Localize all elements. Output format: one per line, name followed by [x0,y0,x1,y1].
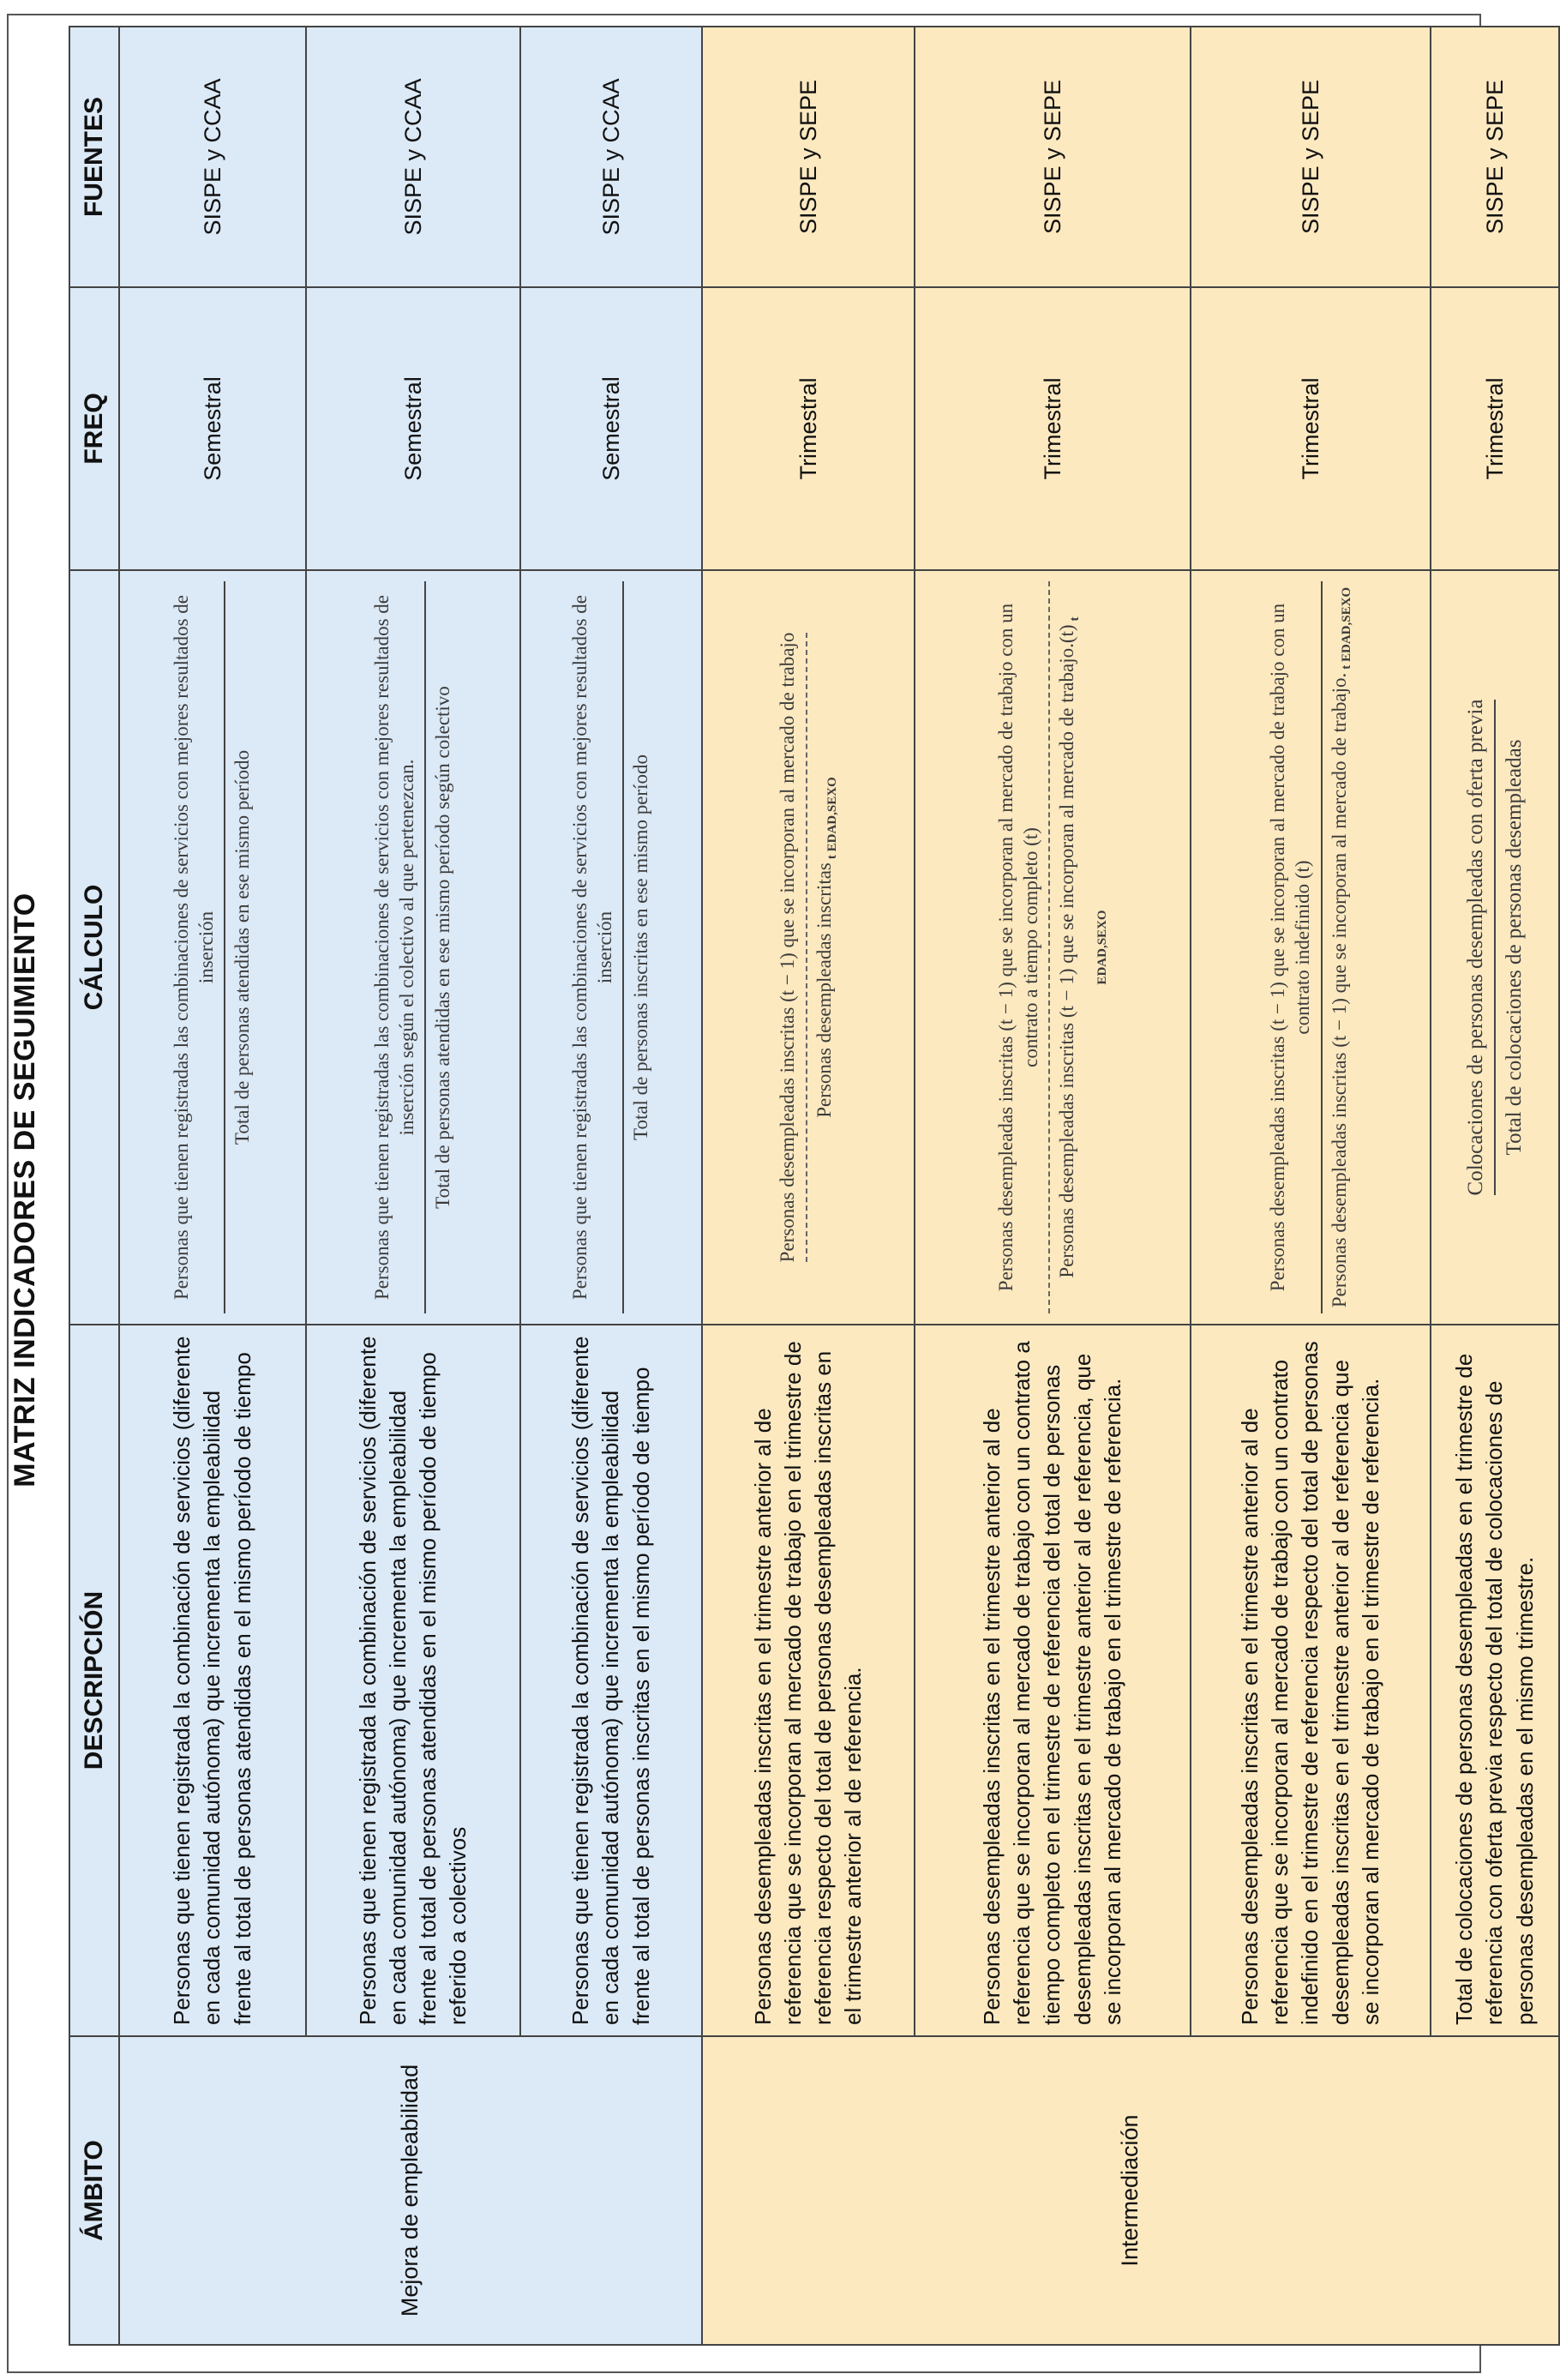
sources-cell: SISPE y SEPE [1191,27,1431,287]
table-row [915,27,1191,2345]
frequency-cell: Semestral [119,287,306,570]
header-freq: FREQ [69,287,119,570]
calculation-cell [702,570,915,1325]
fraction-denominator [1050,581,1111,1313]
fraction-denominator: Total de personas inscritas en ese mismo período [630,754,652,1140]
header-descripcion: DESCRIPCIÓN [69,1325,119,2036]
calculation-cell [119,570,306,1325]
sources-cell: SISPE y CCAA [119,27,306,287]
description-cell: Total de colocaciones de personas desempleadas en el trimestre de referencia con oferta previa respecto del total de colocaciones de personas desempleadas en el mismo trimestre. [1431,1325,1559,2036]
page-title: MATRIZ INDICADORES DE SEGUIMIENTO [9,892,41,1488]
fraction-numerator: Personas que tienen registradas las combinaciones de servicios con mejores resultados de inserción [568,581,625,1313]
header-calculo: CÁLCULO [69,570,119,1325]
description-cell: Personas que tienen registrada la combinación de servicios (diferente en cada comunidad autónoma) que incrementa la empleabilidad frente al total de personas inscritas en el mismo período de tiempo [520,1325,702,2036]
table-row [1431,27,1559,2345]
sources-cell: SISPE y SEPE [1431,27,1559,287]
description-cell: Personas que tienen registrada la combinación de servicios (diferente en cada comunidad autónoma) que incrementa la empleabilidad frente al total de personas atendidas en el mismo período de tiempo [119,1325,306,2036]
table-row [520,27,702,2345]
subscript: t EDAD,SEXO [1068,616,1110,985]
fraction [1462,700,1528,1196]
calculation-cell [520,570,702,1325]
fraction-numerator: Personas desempleadas inscritas (t − 1) que se incorporan al mercado de trabajo [776,633,807,1263]
fraction-numerator: Colocaciones de personas desempleadas con oferta previa [1462,700,1496,1196]
subscript: t EDAD,SEXO [825,777,839,860]
header-ambito: ÁMBITO [69,2036,119,2345]
frequency-cell: Trimestral [702,287,915,570]
calculation-cell [306,570,520,1325]
frequency-cell: Trimestral [1191,287,1431,570]
fraction-denominator: Total de colocaciones de personas desempleadas [1503,739,1526,1156]
fraction-denominator: Total de personas atendidas en ese mismo período [231,749,254,1145]
sources-cell: SISPE y CCAA [306,27,520,287]
header-fuentes: FUENTES [69,27,119,287]
fraction [170,581,255,1313]
fraction-numerator: Personas que tienen registradas las combinaciones de servicios con mejores resultados de inserción [170,581,226,1313]
denominator-text: Personas desempleadas inscritas [813,862,836,1118]
indicators-table [69,26,1560,2346]
subscript: t EDAD,SEXO [1340,586,1354,670]
fraction [776,633,840,1263]
fraction [568,581,654,1313]
frequency-cell: Semestral [520,287,702,570]
description-cell: Personas desempleadas inscritas en el trimestre anterior al de referencia que se incorporan al mercado de trabajo en el trimestre de referencia respecto del total de personas desempleadas inscritas en el trimestre anterior al de referencia. [702,1325,915,2036]
sources-cell: SISPE y CCAA [520,27,702,287]
denominator-text: Personas desempleadas inscritas (t − 1) que se incorporan al mercado de trabajo.(t) [1056,624,1078,1278]
header-row [69,27,119,2345]
table-row [1191,27,1431,2345]
frequency-cell: Trimestral [915,287,1191,570]
description-cell: Personas desempleadas inscritas en el trimestre anterior al de referencia que se incorporan al mercado de trabajo con un contrato a tiempo completo en el trimestre de referencia del total de personas desempleadas inscritas en el trimestre anterior al de referencia, que se incorporan al mercado de trabajo en el trimestre de referencia. [915,1325,1191,2036]
ambito-cell: Intermediación [702,2036,1559,2345]
fraction-numerator: Personas desempleadas inscritas (t − 1) que se incorporan al mercado de trabajo con un contrato indefinido (t) [1266,581,1323,1313]
table-row [702,27,915,2345]
fraction-numerator: Personas que tienen registradas las combinaciones de servicios con mejores resultados de inserción según el colectivo al que pertenezcan. [370,581,427,1313]
fraction [994,581,1111,1313]
calculation-cell [915,570,1191,1325]
calculation-cell [1191,570,1431,1325]
calculation-cell [1431,570,1559,1325]
fraction-numerator: Personas desempleadas inscritas (t − 1) que se incorporan al mercado de trabajo con un contrato a tiempo completo (t) [994,581,1051,1313]
ambito-cell: Mejora de empleabilidad [119,2036,702,2345]
description-cell: Personas que tienen registrada la combinación de servicios (diferente en cada comunidad autónoma) que incrementa la empleabilidad frente al total de personas atendidas en el mismo período de tiempo referido a colectivos [306,1325,520,2036]
sources-cell: SISPE y SEPE [915,27,1191,287]
fraction-denominator [807,633,840,1263]
frequency-cell: Semestral [306,287,520,570]
fraction-denominator [1323,581,1355,1313]
fraction [370,581,456,1313]
fraction-denominator: Total de personas atendidas en ese mismo período según colectivo [432,686,454,1209]
table-row [306,27,520,2345]
frequency-cell: Trimestral [1431,287,1559,570]
fraction [1266,581,1355,1313]
description-cell: Personas desempleadas inscritas en el trimestre anterior al de referencia que se incorporan al mercado de trabajo con un contrato indefinido en el trimestre de referencia respecto del total de personas desempleadas inscritas en el trimestre anterior al de referencia que se incorporan al mercado de trabajo en el trimestre de referencia. [1191,1325,1431,2036]
table-row [119,27,306,2345]
denominator-text: Personas desempleadas inscritas (t − 1) que se incorporan al mercado de trabajo. [1328,672,1350,1308]
sources-cell: SISPE y SEPE [702,27,915,287]
